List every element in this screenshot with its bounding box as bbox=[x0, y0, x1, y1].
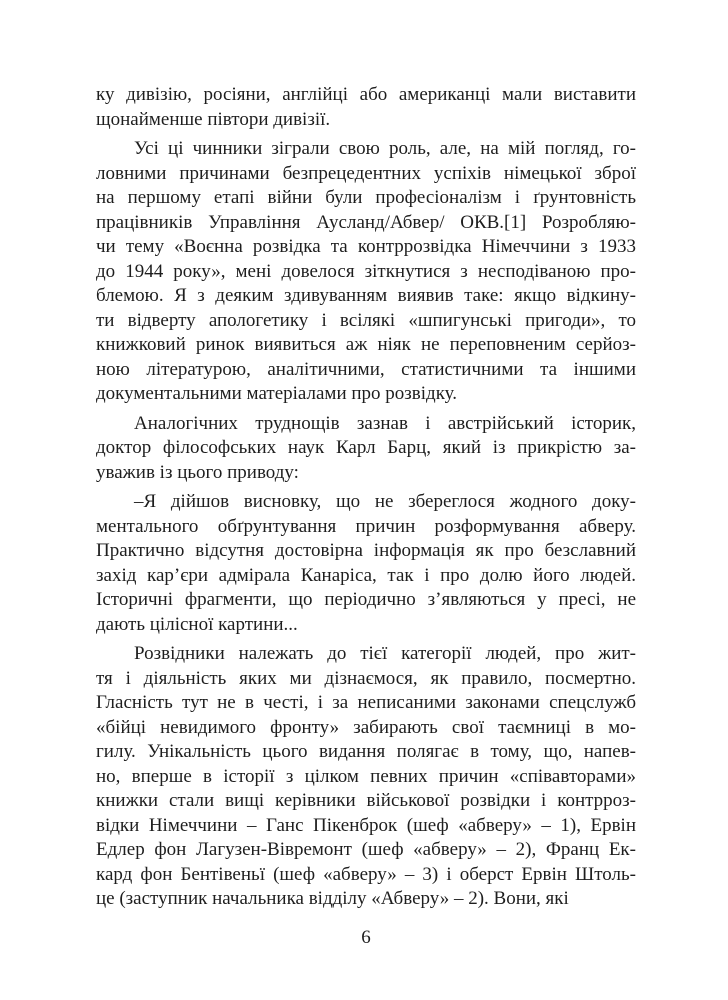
paragraph bbox=[96, 490, 636, 637]
text-line: Усі ці чинники зіграли свою роль, але, на мій погляд, го- bbox=[134, 138, 636, 159]
text-line: ку дивізію, росіяни, англійці або американці мали виставити bbox=[96, 84, 636, 105]
text-line: це (заступник начальника відділу «Абверу» – 2). Вони, які bbox=[96, 888, 569, 909]
text-line: ментального обґрунтування причин розформування абверу. bbox=[96, 515, 636, 537]
paragraph bbox=[96, 137, 636, 407]
paragraph bbox=[96, 83, 636, 132]
text-line: відки Німеччини – Ганс Пікенброк (шеф «абверу» – 1), Ервін bbox=[96, 814, 636, 836]
text-line: Практично відсутня достовірна інформація як про безславний bbox=[96, 540, 636, 561]
text-line: чи тему «Воєнна розвідка та контррозвідка Німеччини з 1933 bbox=[96, 236, 636, 257]
text-line: книжки стали вищі керівники військової розвідки і контрроз- bbox=[96, 790, 636, 811]
text-line: книжковий ринок виявиться аж ніяк не переповненим серйоз- bbox=[96, 334, 636, 355]
text-line: но, вперше в історії з цілком певних причин «співавторами» bbox=[96, 765, 636, 787]
text-line: захід кар’єри адмірала Канаріса, так і про долю його людей. bbox=[96, 564, 636, 586]
text-line: до 1944 року», мені довелося зіткнутися з несподіваною про- bbox=[96, 260, 636, 282]
text-line: документальними матеріалами про розвідку. bbox=[96, 383, 458, 404]
text-line: Гласність тут не в честі, і за неписаними законами спецслужб bbox=[96, 692, 636, 713]
text-line: гилу. Унікальність цього видання полягає в тому, що, напев- bbox=[96, 741, 636, 762]
text-line: ною літературою, аналітичними, статистичними та іншими bbox=[96, 358, 636, 380]
text-line: на першому етапі війни були професіоналізм і ґрунтовність bbox=[96, 187, 636, 208]
text-line: «бійці невидимого фронту» забирають свої таємниці в мо- bbox=[96, 716, 636, 738]
text-line: блемою. Я з деяким здивуванням виявив таке: якщо відкину- bbox=[96, 285, 636, 306]
text-line: Історичні фрагменти, що періодично з’являються у пресі, не bbox=[96, 589, 636, 610]
text-line: кард фон Бентівеньї (шеф «абверу» – 3) і оберст Ервін Штоль- bbox=[96, 863, 636, 885]
text-line: Едлер фон Лагузен-Вівремонт (шеф «абверу» – 2), Франц Ек- bbox=[96, 839, 636, 860]
text-line: Аналогічних труднощів зазнав і австрійський історик, bbox=[134, 412, 636, 434]
page-text bbox=[96, 83, 636, 912]
paragraph bbox=[96, 642, 636, 912]
page-number: 6 bbox=[361, 927, 371, 948]
text-line: –Я дійшов висновку, що не збереглося жодного доку- bbox=[134, 491, 636, 512]
text-line: тя і діяльність яких ми дізнаємося, як правило, посмертно. bbox=[96, 667, 636, 689]
text-line: ловними причинами безпрецедентних успіхів німецької зброї bbox=[96, 162, 636, 184]
text-line: дають цілісної картини... bbox=[96, 613, 298, 635]
text-line: ти відверту апологетику і всілякі «шпигунські пригоди», то bbox=[96, 309, 636, 331]
paragraph bbox=[96, 412, 636, 486]
text-line: працівників Управління Аусланд/Абвер/ ОКВ.[1] Розробляю- bbox=[96, 211, 636, 233]
text-line: Розвідники належать до тієї категорії людей, про жит- bbox=[134, 643, 636, 664]
text-line: уважив із цього приводу: bbox=[96, 461, 299, 483]
text-line: щонайменше півтори дивізії. bbox=[96, 108, 331, 130]
text-line: доктор філософських наук Карл Барц, який із прикрістю за- bbox=[96, 437, 636, 458]
